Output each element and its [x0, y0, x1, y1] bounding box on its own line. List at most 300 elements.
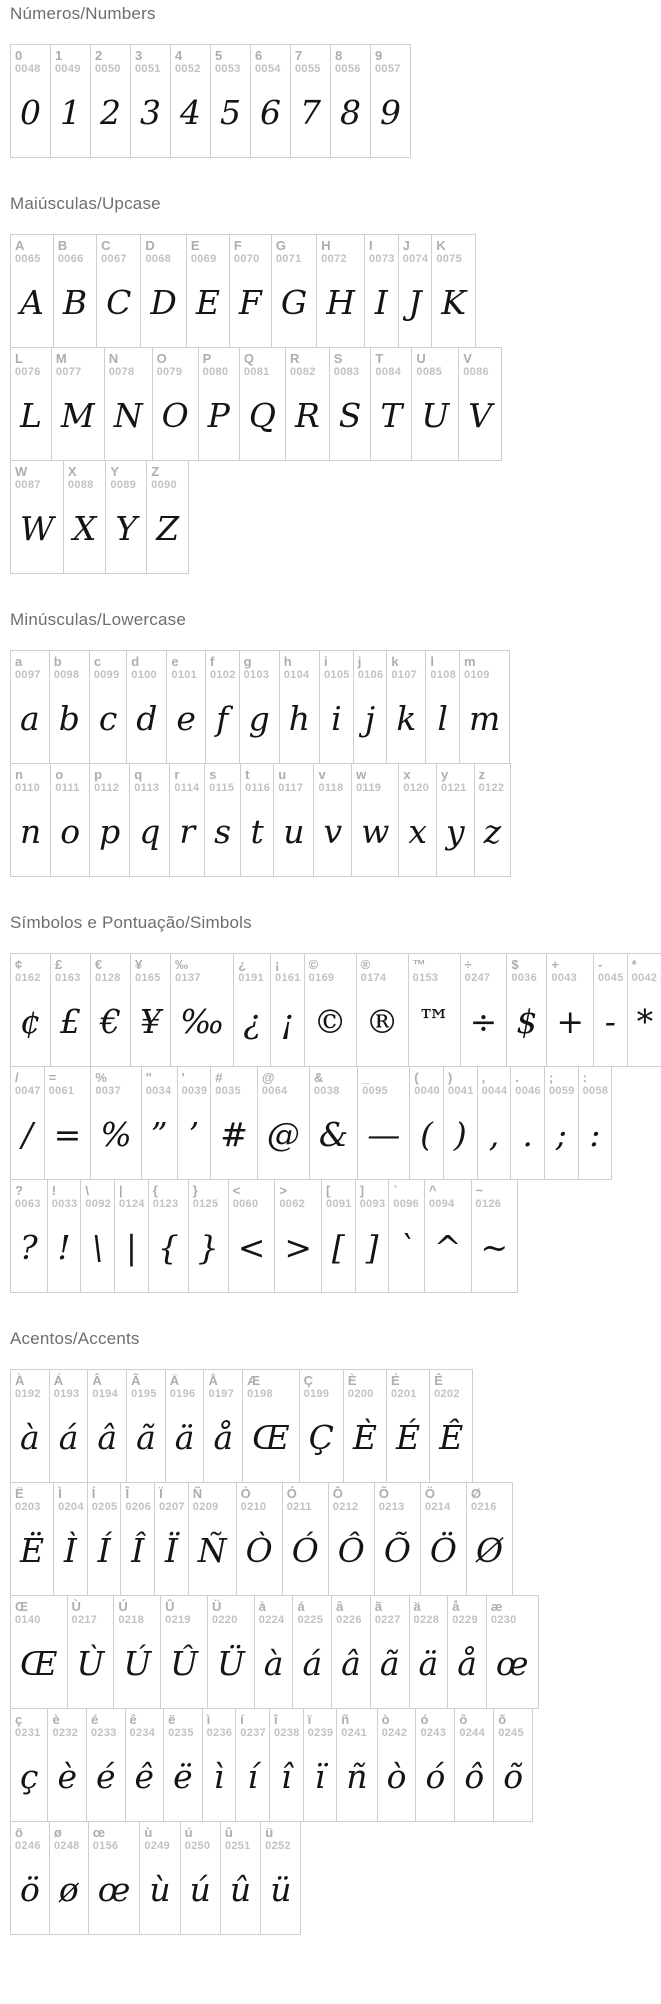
cell-head — [448, 1598, 486, 1627]
cell-char: Û — [165, 1599, 175, 1614]
cell-code: 0076 — [15, 366, 41, 378]
cell-char: P — [202, 351, 212, 366]
cell-char: ó — [420, 1712, 429, 1727]
cell-glyph: . — [522, 1115, 533, 1154]
cell-code: 0048 — [15, 63, 41, 75]
cell-code: 0220 — [211, 1614, 238, 1626]
charmap-table — [10, 234, 661, 574]
cell-code: 0205 — [91, 1501, 118, 1513]
cell-code: 0162 — [15, 972, 41, 984]
cell-code: 0042 — [631, 972, 658, 984]
glyph-cell — [228, 1179, 276, 1293]
glyph-cell — [86, 1708, 126, 1822]
cell-char: z — [478, 767, 486, 782]
cell-code: 0045 — [597, 972, 624, 984]
cell-glyph: œ — [97, 1870, 131, 1909]
cell-head — [11, 350, 51, 379]
cell-head — [50, 653, 89, 682]
glyph-cell — [239, 650, 280, 764]
cell-glyph: ñ — [346, 1757, 368, 1796]
glyph-cell — [330, 44, 371, 158]
cell-char: ‰ — [175, 957, 188, 972]
cell-char: W — [15, 464, 28, 479]
glyph-cell — [420, 1482, 467, 1596]
glyph-cell — [370, 44, 411, 158]
cell-char: û — [224, 1825, 233, 1840]
glyph-cell — [177, 1066, 212, 1180]
cell-head — [51, 47, 90, 76]
cell-char: R — [289, 351, 300, 366]
cell-head — [130, 766, 169, 795]
glyph-cell — [313, 763, 352, 877]
cell-code: 0120 — [403, 782, 430, 794]
cell-char: l — [430, 654, 434, 669]
glyph-cell — [486, 1595, 539, 1709]
glyph-cell — [233, 953, 271, 1067]
charmap-row — [10, 1179, 518, 1293]
cell-glyph: ê — [134, 1757, 155, 1796]
cell-head — [240, 653, 279, 682]
glyph-cell — [409, 1595, 449, 1709]
cell-glyph: ï — [314, 1757, 326, 1796]
cell-code: 0035 — [215, 1085, 241, 1097]
glyph-cell — [424, 1179, 472, 1293]
glyph-cell — [88, 1821, 141, 1935]
cell-head — [11, 1372, 49, 1401]
cell-char: $ — [511, 957, 519, 972]
cell-head — [459, 350, 501, 379]
cell-code: 0249 — [144, 1840, 171, 1852]
cell-head — [286, 350, 329, 379]
glyph-cell — [80, 1179, 115, 1293]
cell-glyph: ~ — [480, 1228, 509, 1267]
cell-glyph: È — [352, 1418, 377, 1457]
glyph-cell — [130, 953, 171, 1067]
cell-char: i — [324, 654, 328, 669]
glyph-cell — [51, 347, 105, 461]
charmap-section — [10, 610, 661, 877]
glyph-cell — [47, 1708, 87, 1822]
glyph-cell — [454, 1708, 494, 1822]
cell-code: 0053 — [215, 63, 241, 75]
glyph-cell — [10, 1369, 50, 1483]
cell-head — [11, 1711, 47, 1740]
cell-glyph: [ — [331, 1228, 345, 1267]
cell-head — [300, 1372, 343, 1401]
cell-glyph: | — [125, 1228, 137, 1267]
cell-char: à — [258, 1599, 267, 1614]
cell-head — [283, 1485, 328, 1514]
cell-head — [387, 653, 425, 682]
cell-head — [54, 1485, 87, 1514]
cell-code: 0219 — [165, 1614, 191, 1626]
glyph-cell — [207, 1595, 255, 1709]
cell-glyph: u — [283, 812, 305, 851]
cell-char: 8 — [335, 48, 343, 63]
glyph-cell — [309, 1066, 358, 1180]
glyph-cell — [10, 347, 52, 461]
cell-char: L — [15, 351, 23, 366]
cell-head — [211, 1069, 257, 1098]
cell-glyph: = — [53, 1115, 82, 1154]
cell-char: B — [57, 238, 68, 253]
cell-head — [291, 47, 330, 76]
cell-char: j — [357, 654, 362, 669]
cell-char: + — [551, 957, 559, 972]
glyph-cell — [351, 763, 399, 877]
cell-glyph: @ — [266, 1115, 300, 1154]
cell-code: 0050 — [95, 63, 121, 75]
cell-char: ¡ — [274, 957, 280, 972]
cell-char: æ — [490, 1599, 503, 1614]
cell-code: 0058 — [582, 1085, 609, 1097]
cell-code: 0094 — [428, 1198, 455, 1210]
cell-code: 0052 — [175, 63, 201, 75]
cell-head — [352, 766, 398, 795]
cell-head — [478, 1069, 511, 1098]
cell-glyph: A — [20, 283, 44, 322]
cell-glyph: 1 — [60, 93, 81, 132]
cell-head — [314, 766, 351, 795]
cell-code: 0059 — [548, 1085, 575, 1097]
cell-char: " — [145, 1070, 152, 1085]
cell-head — [89, 1824, 140, 1853]
cell-char: H — [321, 238, 331, 253]
cell-code: 0115 — [209, 782, 235, 794]
cell-code: 0065 — [15, 253, 41, 265]
glyph-cell — [257, 1066, 310, 1180]
charmap-row — [10, 1066, 612, 1180]
cell-code: 0092 — [85, 1198, 112, 1210]
cell-head — [167, 653, 205, 682]
cell-head — [234, 956, 270, 985]
cell-glyph: ú — [189, 1870, 211, 1909]
cell-head — [91, 1069, 140, 1098]
cell-glyph: m — [469, 699, 501, 738]
cell-head — [51, 956, 90, 985]
cell-head — [221, 1824, 260, 1853]
cell-head — [430, 1372, 472, 1401]
cell-code: 0236 — [206, 1727, 233, 1739]
cell-glyph: Ö — [429, 1531, 457, 1570]
cell-head — [11, 1485, 53, 1514]
glyph-cell — [425, 650, 460, 764]
cell-glyph: 9 — [380, 93, 401, 132]
cell-code: 0248 — [53, 1840, 80, 1852]
cell-code: 0245 — [498, 1727, 524, 1739]
cell-head — [241, 766, 273, 795]
cell-glyph: á — [58, 1418, 79, 1457]
glyph-cell — [188, 1482, 237, 1596]
cell-char: € — [95, 957, 103, 972]
charmap-section — [10, 913, 661, 1293]
cell-head — [270, 1711, 303, 1740]
cell-glyph: g — [248, 699, 270, 738]
cell-code: 0192 — [15, 1388, 41, 1400]
cell-glyph: ’ — [188, 1115, 200, 1154]
cell-char: Z — [151, 464, 160, 479]
glyph-cell — [250, 44, 291, 158]
glyph-cell — [321, 1179, 356, 1293]
cell-glyph: ä — [174, 1418, 195, 1457]
cell-char: ® — [360, 957, 371, 972]
cell-char: À — [15, 1373, 25, 1388]
cell-code: 0085 — [416, 366, 443, 378]
cell-char: ~ — [475, 1183, 484, 1198]
cell-glyph: ø — [58, 1870, 79, 1909]
cell-glyph: G — [280, 283, 308, 322]
cell-code: 0095 — [362, 1085, 388, 1097]
cell-char: ô — [459, 1712, 468, 1727]
glyph-cell — [67, 1595, 115, 1709]
cell-head — [54, 237, 96, 266]
glyph-cell — [411, 347, 459, 461]
glyph-cell — [10, 953, 51, 1067]
cell-char: C — [101, 238, 111, 253]
cell-code: 0228 — [413, 1614, 440, 1626]
cell-glyph: Ç — [308, 1418, 334, 1457]
cell-code: 0110 — [15, 782, 41, 794]
cell-head — [337, 1711, 376, 1740]
glyph-cell — [279, 650, 320, 764]
cell-glyph: ? — [20, 1228, 38, 1267]
glyph-cell — [210, 1066, 258, 1180]
glyph-cell — [105, 460, 147, 574]
cell-head — [487, 1598, 538, 1627]
charmap-row — [10, 460, 189, 574]
cell-char: > — [279, 1183, 287, 1198]
cell-glyph: p — [99, 812, 121, 851]
cell-code: 0113 — [134, 782, 160, 794]
cell-code: 0114 — [174, 782, 200, 794]
cell-glyph: F — [238, 283, 262, 322]
glyph-cell — [10, 1595, 68, 1709]
cell-head — [425, 1182, 471, 1211]
glyph-cell — [198, 347, 240, 461]
cell-glyph: D — [150, 283, 177, 322]
cell-glyph: ô — [464, 1757, 485, 1796]
cell-char: ; — [548, 1070, 554, 1085]
cell-head — [81, 1182, 114, 1211]
glyph-cell — [203, 1369, 243, 1483]
cell-char: å — [452, 1599, 460, 1614]
cell-glyph: Ò — [245, 1531, 273, 1570]
cell-char: í — [240, 1712, 244, 1727]
cell-char: U — [416, 351, 426, 366]
cell-code: 0106 — [357, 669, 384, 681]
cell-code: 0216 — [470, 1501, 497, 1513]
cell-head — [204, 1372, 242, 1401]
cell-code: 0069 — [190, 253, 217, 265]
cell-glyph: Ú — [123, 1644, 152, 1683]
cell-code: 0128 — [95, 972, 121, 984]
cell-code: 0071 — [275, 253, 302, 265]
cell-head — [115, 1182, 148, 1211]
cell-glyph: w — [361, 812, 390, 851]
cell-glyph: ã — [379, 1644, 400, 1683]
glyph-cell — [239, 347, 286, 461]
cell-char: Í — [91, 1486, 96, 1501]
cell-code: 0087 — [15, 479, 41, 491]
cell-char: c — [93, 654, 102, 669]
glyph-cell — [355, 1179, 390, 1293]
cell-head — [189, 1485, 236, 1514]
cell-char: @ — [261, 1070, 275, 1085]
cell-glyph: } — [197, 1228, 219, 1267]
cell-code: 0107 — [391, 669, 418, 681]
glyph-cell — [113, 1595, 161, 1709]
cell-head — [178, 1069, 211, 1098]
cell-char: ) — [447, 1070, 453, 1085]
cell-glyph: R — [294, 396, 320, 435]
cell-head — [164, 1711, 202, 1740]
charmap-row — [10, 650, 510, 764]
glyph-cell — [188, 1179, 229, 1293]
glyph-cell — [242, 1369, 300, 1483]
cell-head — [371, 47, 410, 76]
charmap-table — [10, 44, 661, 158]
cell-glyph: 4 — [180, 93, 201, 132]
cell-code: 0196 — [169, 1388, 196, 1400]
glyph-cell — [170, 44, 211, 158]
cell-head — [356, 1182, 389, 1211]
section-title: Números/Numbers — [10, 4, 156, 23]
cell-code: 0074 — [402, 253, 429, 265]
glyph-cell — [627, 953, 661, 1067]
cell-head — [11, 653, 49, 682]
cell-glyph: ^ — [433, 1228, 462, 1267]
cell-head — [455, 1711, 493, 1740]
glyph-cell — [49, 1821, 89, 1935]
cell-code: 0124 — [119, 1198, 145, 1210]
cell-glyph: Œ — [20, 1644, 58, 1683]
cell-code: 0126 — [475, 1198, 502, 1210]
cell-char: Á — [53, 1373, 64, 1388]
cell-head — [261, 1824, 300, 1853]
cell-code: 0122 — [478, 782, 505, 794]
glyph-cell — [220, 1821, 261, 1935]
cell-code: 0041 — [447, 1085, 474, 1097]
cell-code: 0227 — [374, 1614, 401, 1626]
cell-char: ü — [265, 1825, 274, 1840]
cell-code: 0200 — [347, 1388, 374, 1400]
cell-code: 0056 — [335, 63, 361, 75]
cell-code: 0156 — [92, 1840, 119, 1852]
cell-char: ã — [374, 1599, 383, 1614]
glyph-cell — [205, 650, 240, 764]
cell-glyph: Y — [115, 509, 138, 548]
glyph-cell — [154, 1482, 189, 1596]
glyph-cell — [146, 460, 189, 574]
cell-char: Ì — [58, 1486, 62, 1501]
glyph-cell — [282, 1482, 329, 1596]
cell-head — [11, 766, 50, 795]
cell-glyph: t — [250, 812, 264, 851]
cell-code: 0098 — [53, 669, 80, 681]
cell-code: 0055 — [295, 63, 321, 75]
cell-head — [410, 1598, 448, 1627]
cell-code: 0203 — [15, 1501, 41, 1513]
cell-code: 0082 — [289, 366, 316, 378]
cell-head — [203, 1711, 236, 1740]
glyph-cell — [274, 1179, 322, 1293]
cell-head — [127, 1372, 165, 1401]
cell-glyph: ë — [173, 1757, 193, 1796]
glyph-cell — [370, 1595, 410, 1709]
glyph-cell — [292, 1595, 332, 1709]
glyph-cell — [49, 1369, 89, 1483]
cell-head — [280, 653, 319, 682]
cell-glyph: û — [229, 1870, 252, 1909]
cell-char: M — [55, 351, 67, 366]
cell-head — [594, 956, 627, 985]
cell-code: 0116 — [245, 782, 271, 794]
glyph-cell — [506, 953, 547, 1067]
cell-code: 0235 — [168, 1727, 194, 1739]
cell-head — [305, 956, 356, 985]
cell-code: 0111 — [55, 782, 80, 794]
cell-code: 0212 — [332, 1501, 359, 1513]
cell-head — [170, 766, 204, 795]
cell-code: 0070 — [233, 253, 260, 265]
cell-code: 0037 — [95, 1085, 121, 1097]
cell-code: 0206 — [125, 1501, 152, 1513]
cell-code: 0089 — [110, 479, 137, 491]
charmap-section — [10, 4, 661, 158]
glyph-cell — [388, 1179, 425, 1293]
cell-head — [410, 1069, 443, 1098]
cell-code: 0239 — [307, 1727, 334, 1739]
cell-glyph: ” — [150, 1115, 168, 1154]
cell-glyph: à — [263, 1644, 284, 1683]
glyph-cell — [544, 1066, 579, 1180]
glyph-cell — [290, 44, 331, 158]
cell-head — [11, 956, 50, 985]
glyph-cell — [10, 460, 64, 574]
cell-head — [475, 766, 510, 795]
cell-head — [375, 1485, 420, 1514]
cell-glyph: , — [488, 1115, 500, 1154]
glyph-cell — [10, 1482, 54, 1596]
cell-code: 0244 — [459, 1727, 485, 1739]
cell-glyph: # — [220, 1115, 248, 1154]
cell-head — [389, 1182, 424, 1211]
cell-glyph: ì — [213, 1757, 225, 1796]
cell-glyph: é — [96, 1757, 116, 1796]
cell-glyph: Í — [97, 1531, 111, 1570]
cell-glyph: K — [441, 283, 466, 322]
cell-head — [310, 1069, 357, 1098]
glyph-cell — [166, 650, 206, 764]
cell-code: 0241 — [341, 1727, 367, 1739]
cell-code: 0072 — [321, 253, 347, 265]
cell-code: 0062 — [279, 1198, 306, 1210]
cell-head — [547, 956, 593, 985]
cell-head — [317, 237, 364, 266]
cell-head — [507, 956, 546, 985]
cell-char: N — [108, 351, 119, 366]
cell-glyph: & — [318, 1115, 349, 1154]
glyph-cell — [460, 953, 508, 1067]
cell-char: 4 — [175, 48, 183, 63]
glyph-cell — [163, 1708, 203, 1822]
cell-head — [90, 766, 129, 795]
cell-head — [329, 1485, 374, 1514]
cell-code: 0084 — [375, 366, 402, 378]
glyph-cell — [160, 1595, 208, 1709]
glyph-cell — [303, 1708, 338, 1822]
cell-head — [467, 1485, 512, 1514]
